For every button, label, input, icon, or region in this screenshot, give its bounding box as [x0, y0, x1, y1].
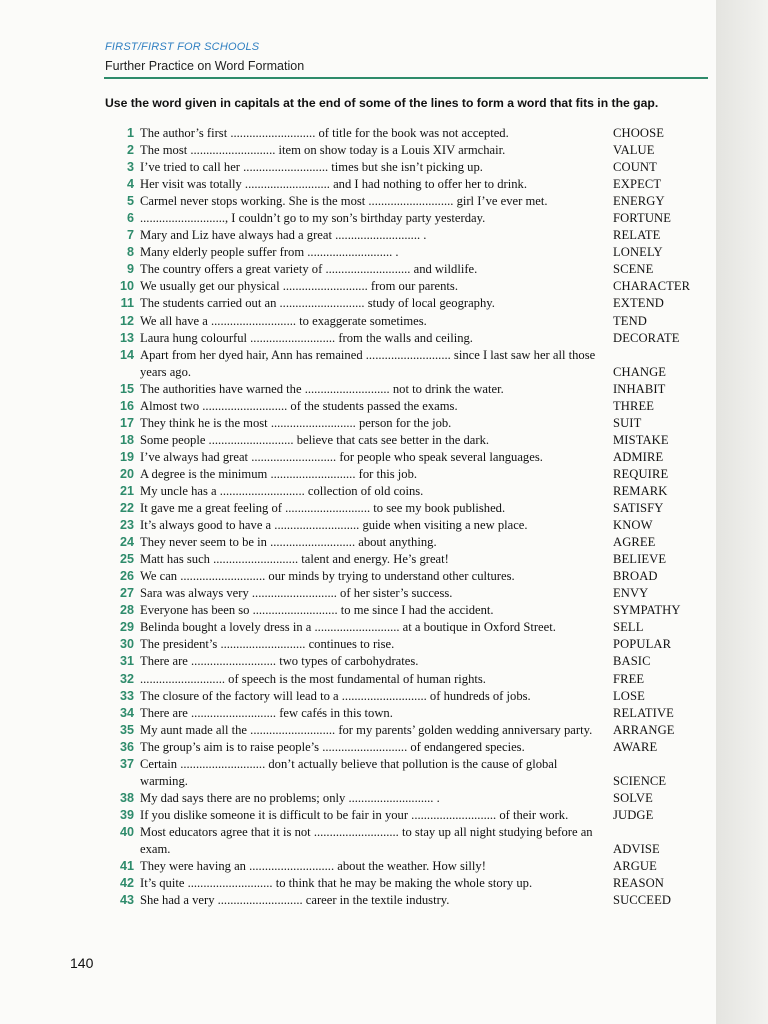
item-sentence: We usually get our physical ........................... from our parents.: [140, 279, 458, 294]
item-number: 35: [119, 722, 134, 737]
item-sentence: ........................... of speech is the most fundamental of human rights.: [140, 671, 486, 686]
item-keyword: SATISFY: [613, 501, 664, 516]
item-number: 41: [119, 859, 134, 874]
exercise-item: [108, 330, 708, 347]
item-number: 4: [126, 177, 134, 192]
item-number: 13: [119, 330, 134, 345]
item-sentence: Carmel never stops working. She is the most ........................... girl I’ve ever met.: [140, 194, 548, 209]
item-sentence: The students carried out an ........................... study of local geography.: [140, 296, 495, 311]
item-number: 34: [119, 705, 134, 720]
item-keyword: RELATIVE: [613, 705, 674, 720]
item-number: 12: [119, 313, 134, 328]
item-sentence: It gave me a great feeling of ........................... to see my book published.: [140, 501, 506, 516]
item-number: 11: [120, 296, 134, 311]
item-sentence: She had a very ........................... career in the textile industry.: [140, 893, 450, 908]
exercise-item: [108, 756, 708, 790]
exercise-item: [108, 483, 708, 500]
item-keyword: POPULAR: [613, 637, 672, 652]
item-keyword: ENERGY: [613, 194, 665, 209]
item-number: 33: [119, 688, 134, 703]
exercise-item: [108, 415, 708, 432]
exercise-item: [108, 653, 708, 670]
item-number: 29: [119, 620, 134, 635]
exercise-item: [108, 619, 708, 636]
item-keyword: SELL: [613, 620, 644, 635]
item-keyword: MISTAKE: [613, 432, 669, 447]
exercise-item: [108, 568, 708, 585]
exercise-item: [108, 585, 708, 602]
exercise-item: [108, 705, 708, 722]
item-keyword: KNOW: [613, 518, 653, 533]
exercise-item: [108, 500, 708, 517]
item-sentence: It’s always good to have a ........................... guide when visiting a new place.: [140, 518, 528, 533]
exercise-item: [108, 790, 708, 807]
item-keyword: CHANGE: [613, 364, 667, 379]
exercise-item: [108, 313, 708, 330]
item-keyword: FORTUNE: [613, 211, 672, 226]
item-keyword: AGREE: [613, 535, 656, 550]
item-sentence: Mary and Liz have always had a great ........................... .: [140, 228, 427, 243]
item-number: 26: [119, 569, 134, 584]
item-keyword: RELATE: [613, 228, 661, 243]
item-sentence: Most educators agree that it is not ........................... to stay up all night studying before an exam.: [140, 824, 593, 856]
item-keyword: EXPECT: [613, 177, 662, 192]
item-number: 5: [126, 194, 134, 209]
item-number: 27: [119, 586, 134, 601]
exercise-item: [108, 722, 708, 739]
item-sentence: The closure of the factory will lead to a ........................... of hundreds of jobs.: [140, 688, 531, 703]
item-sentence: Many elderly people suffer from ........................... .: [140, 245, 399, 260]
header-divider: [104, 77, 708, 79]
item-number: 15: [119, 381, 134, 396]
item-sentence: Sara was always very ........................... of her sister’s success.: [140, 586, 453, 601]
item-keyword: REQUIRE: [613, 466, 669, 481]
item-keyword: DECORATE: [613, 330, 680, 345]
item-number: 42: [119, 876, 134, 891]
item-keyword: ADMIRE: [613, 449, 664, 464]
item-sentence: My dad says there are no problems; only ........................... .: [140, 790, 440, 805]
section-title: Further Practice on Word Formation: [105, 59, 305, 73]
item-number: 31: [119, 654, 134, 669]
item-keyword: SCENE: [613, 262, 654, 277]
item-keyword: REMARK: [613, 483, 668, 498]
item-keyword: ADVISE: [613, 841, 660, 856]
exercise-item: [108, 739, 708, 756]
item-sentence: We all have a ........................... to exaggerate sometimes.: [140, 313, 427, 328]
item-keyword: AWARE: [613, 739, 658, 754]
item-number: 22: [119, 501, 134, 516]
item-keyword: JUDGE: [613, 807, 654, 822]
item-number: 14: [119, 347, 134, 362]
page-gutter-edge: [716, 0, 768, 1024]
exercise-item: [108, 347, 708, 381]
item-sentence: Belinda bought a lovely dress in a ........................... at a boutique in Oxford Street.: [140, 620, 556, 635]
item-keyword: VALUE: [613, 143, 655, 158]
item-number: 43: [119, 893, 134, 908]
item-sentence: The country offers a great variety of ........................... and wildlife.: [140, 262, 478, 277]
exercise-item: [108, 244, 708, 261]
item-number: 3: [126, 160, 134, 175]
item-number: 2: [126, 143, 134, 158]
item-keyword: SCIENCE: [613, 773, 667, 788]
item-number: 37: [119, 756, 134, 771]
item-keyword: ENVY: [613, 586, 649, 601]
item-number: 8: [126, 245, 134, 260]
item-number: 6: [126, 211, 134, 226]
item-sentence: They never seem to be in ........................... about anything.: [140, 535, 437, 550]
exercise-item: [108, 688, 708, 705]
item-keyword: TEND: [613, 313, 647, 328]
exercise-item: [108, 227, 708, 244]
item-sentence: I’ve always had great ........................... for people who speak several languages.: [140, 449, 543, 464]
item-sentence: Her visit was totally ........................... and I had nothing to offer her to drink.: [140, 177, 527, 192]
exercise-item: [108, 858, 708, 875]
item-sentence: They were having an ........................... about the weather. How silly!: [140, 859, 486, 874]
item-number: 24: [119, 535, 134, 550]
item-number: 25: [119, 552, 134, 567]
exercise-item: [108, 295, 708, 312]
exercise-item: [108, 142, 708, 159]
item-sentence: The president’s ........................... continues to rise.: [140, 637, 395, 652]
item-sentence: I’ve tried to call her ........................... times but she isn’t picking up.: [140, 160, 483, 175]
item-sentence: They think he is the most ........................... person for the job.: [140, 415, 452, 430]
item-sentence: The group’s aim is to raise people’s ........................... of endangered species.: [140, 739, 525, 754]
exercise-item: [108, 636, 708, 653]
item-number: 23: [119, 518, 134, 533]
exercise-item: [108, 892, 708, 909]
item-sentence: My aunt made all the ........................... for my parents’ golden wedding anniversary party.: [140, 722, 593, 737]
exercise-item: [108, 176, 708, 193]
exercise-item: [108, 671, 708, 688]
exercise-item: [108, 602, 708, 619]
item-keyword: COUNT: [613, 160, 657, 175]
item-sentence: If you dislike someone it is difficult to be fair in your ........................... of their work.: [140, 807, 569, 822]
item-sentence: My uncle has a ........................... collection of old coins.: [140, 483, 424, 498]
item-sentence: The author’s first ........................... of title for the book was not accepted.: [140, 126, 509, 140]
item-number: 36: [119, 739, 134, 754]
exercise-instruction: Use the word given in capitals at the end of some of the lines to form a word that fits in the gap.: [105, 96, 659, 110]
item-keyword: FREE: [613, 671, 645, 686]
item-keyword: SUIT: [613, 415, 642, 430]
item-number: 21: [119, 483, 134, 498]
page-number: 140: [70, 955, 94, 971]
exercise-item: [108, 159, 708, 176]
item-sentence: A degree is the minimum ........................... for this job.: [140, 466, 418, 481]
item-sentence: Apart from her dyed hair, Ann has remained ........................... since I last saw her all those years ago.: [140, 347, 596, 379]
item-number: 40: [119, 824, 134, 839]
item-number: 38: [119, 790, 134, 805]
item-keyword: LONELY: [613, 245, 663, 260]
item-keyword: EXTEND: [613, 296, 664, 311]
item-keyword: CHARACTER: [613, 279, 691, 294]
exercise-item: [108, 875, 708, 892]
item-sentence: Some people ........................... believe that cats see better in the dark.: [140, 432, 490, 447]
exercise-item: [108, 534, 708, 551]
exercise-item: [108, 449, 708, 466]
item-number: 18: [119, 432, 134, 447]
item-number: 20: [119, 466, 134, 481]
item-sentence: Certain ........................... don’t actually believe that pollution is the cause of global warming.: [140, 756, 558, 788]
exercise-item: [108, 517, 708, 534]
exercise-list: [108, 125, 708, 909]
item-sentence: ..........................., I couldn’t go to my son’s birthday party yesterday.: [140, 211, 486, 226]
item-sentence: Laura hung colourful ........................... from the walls and ceiling.: [140, 330, 473, 345]
exercise-item: [108, 193, 708, 210]
item-number: 1: [126, 126, 134, 140]
exercise-item: [108, 210, 708, 227]
item-number: 16: [119, 398, 134, 413]
item-keyword: REASON: [613, 876, 664, 891]
exercise-item: [108, 551, 708, 568]
item-sentence: We can ........................... our minds by trying to understand other cultures.: [140, 569, 515, 584]
item-sentence: Almost two ........................... of the students passed the exams.: [140, 398, 458, 413]
item-number: 39: [119, 807, 134, 822]
item-keyword: INHABIT: [613, 381, 666, 396]
exercise-item: [108, 278, 708, 295]
item-keyword: ARGUE: [613, 859, 657, 874]
exercise-item: [108, 807, 708, 824]
item-number: 7: [126, 228, 134, 243]
exercise-item: [108, 824, 708, 858]
item-number: 30: [119, 637, 134, 652]
exercise-item: [108, 466, 708, 483]
item-keyword: SOLVE: [613, 790, 653, 805]
exercise-item: [108, 125, 708, 142]
item-sentence: There are ........................... two types of carbohydrates.: [140, 654, 419, 669]
item-keyword: THREE: [613, 398, 655, 413]
item-keyword: SYMPATHY: [613, 603, 681, 618]
item-sentence: The authorities have warned the ........................... not to drink the water.: [140, 381, 504, 396]
item-keyword: BASIC: [613, 654, 651, 669]
item-number: 19: [119, 449, 134, 464]
item-keyword: LOSE: [613, 688, 645, 703]
item-sentence: Matt has such ........................... talent and energy. He’s great!: [140, 552, 449, 567]
item-number: 9: [126, 262, 134, 277]
item-keyword: BELIEVE: [613, 552, 667, 567]
exercise-item: [108, 398, 708, 415]
item-keyword: SUCCEED: [613, 893, 672, 908]
item-sentence: There are ........................... few cafés in this town.: [140, 705, 393, 720]
item-number: 28: [119, 603, 134, 618]
item-sentence: Everyone has been so ........................... to me since I had the accident.: [140, 603, 494, 618]
exercise-item: [108, 261, 708, 278]
item-sentence: The most ........................... item on show today is a Louis XIV armchair.: [140, 143, 506, 158]
item-keyword: ARRANGE: [613, 722, 675, 737]
item-keyword: BROAD: [613, 569, 658, 584]
item-number: 32: [119, 671, 134, 686]
exercise-item: [108, 381, 708, 398]
item-sentence: It’s quite ........................... to think that he may be making the whole story up.: [140, 876, 533, 891]
exercise-item: [108, 432, 708, 449]
item-number: 17: [119, 415, 134, 430]
series-label: FIRST/FIRST FOR SCHOOLS: [105, 41, 260, 53]
item-number: 10: [119, 279, 134, 294]
item-keyword: CHOOSE: [613, 126, 664, 140]
